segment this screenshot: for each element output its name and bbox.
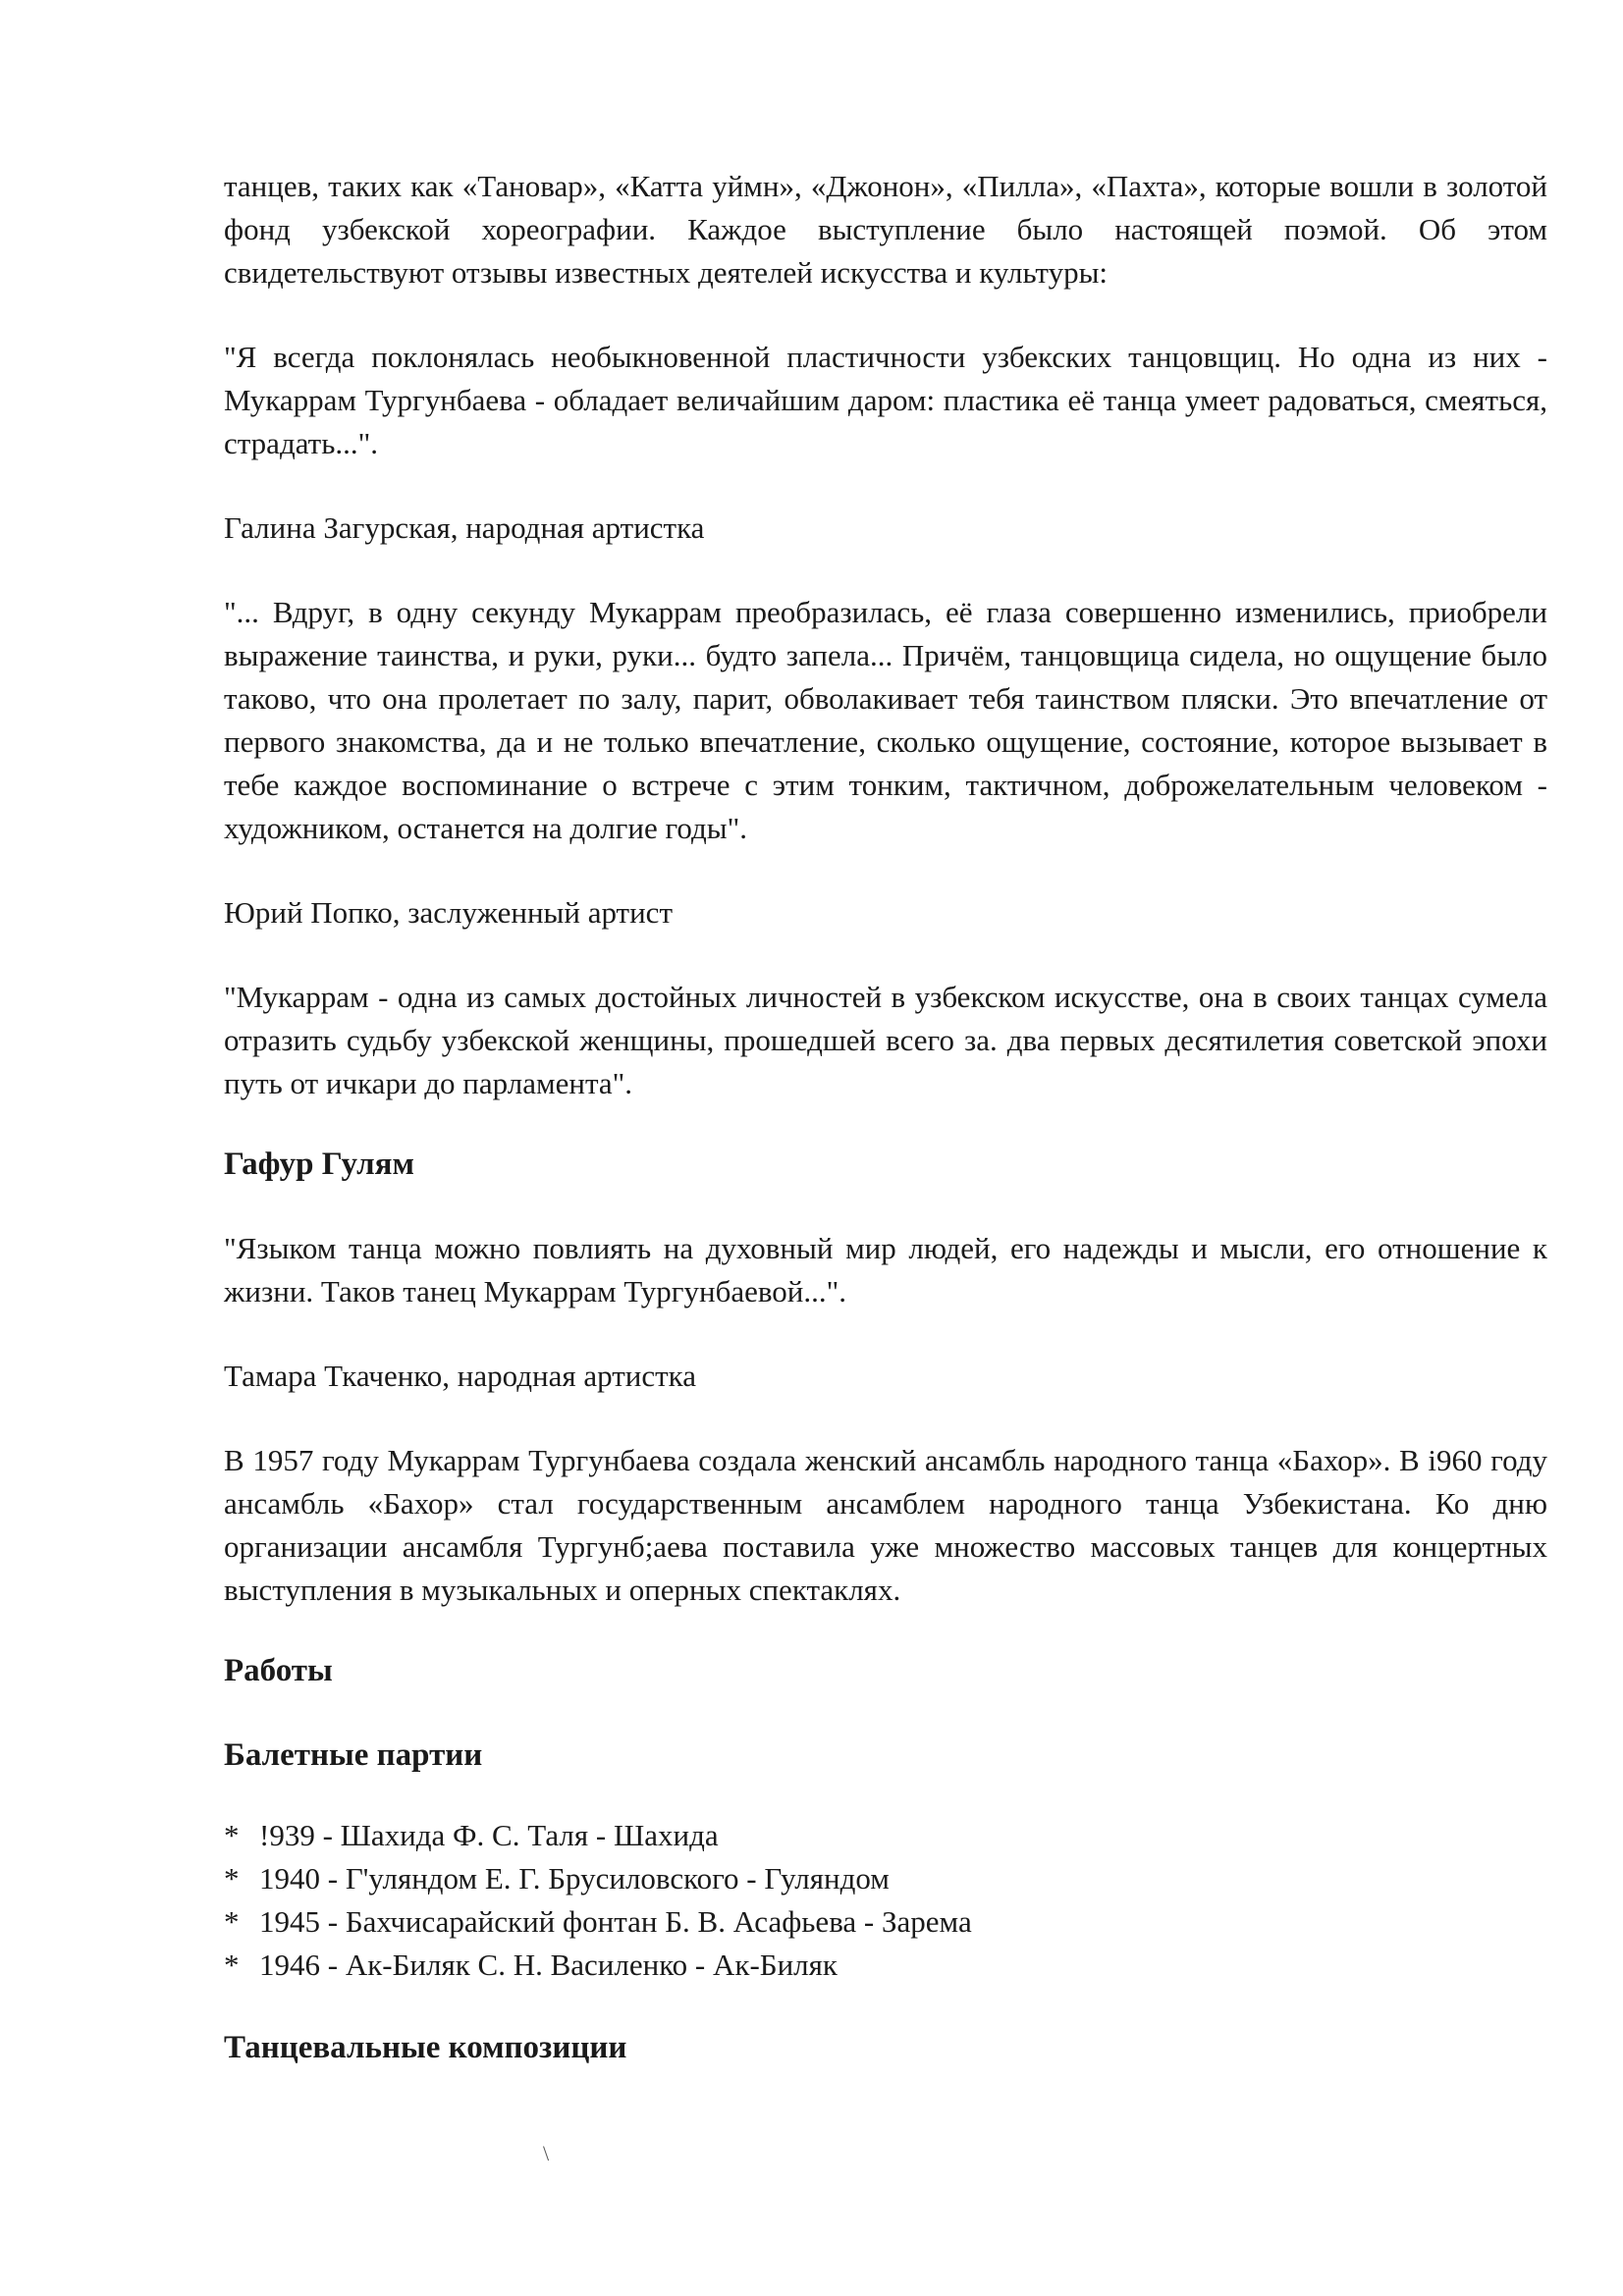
quote-gulyam: "Мукаррам - одна из самых достойных личностей в узбекском искусстве, она в своих танцах сумела отразить судьбу узбекской женщины, прошедшей всего за. два первых десятилетия советской эпохи путь от ичкари до парламента". [224,980,1547,1100]
intro-paragraph: танцев, таких как «Тановар», «Катта уймн», «Джонон», «Пилла», «Пахта», которые вошли в золотой фонд узбекской хореографии. Каждое выступление было настоящей поэмой. Об этом свидетельствуют отзывы известных деятелей искусства и культуры: [224,169,1547,290]
heading-ballet-roles: Балетные партии [224,1737,483,1773]
bullet-star: * [224,1904,240,1939]
heading-dance-compositions: Танцевальные композиции [224,2030,627,2065]
quote-tkachenko: "Языком танца можно повлиять на духовный мир людей, его надежды и мысли, его отношение к жизни. Таков танец Мукаррам Тургунбаевой...". [224,1231,1547,1308]
list-item-text: 1940 - Г'уляндом Е. Г. Брусиловского - Гуляндом [259,1861,890,1896]
quote-zagurskaya: "Я всегда поклонялась необыкновенной пластичности узбекских танцовщиц. Но одна из них - Мукаррам Тургунбаева - обладает величайшим даром: пластика её танца умеет радоваться, смеяться, страдать...". [224,340,1547,460]
list-item [224,1900,1547,1944]
ballet-roles-list [224,1814,1547,1987]
history-paragraph: В 1957 году Мукаррам Тургунбаева создала женский ансамбль народного танца «Бахор». В i960 году ансамбль «Бахор» стал государственным ансамблем народного танца Узбекистана. Ко дню организации ансамбля Тургунб;аева поставила уже множество массовых танцев для концертных выступления в музыкальных и оперных спектаклях. [224,1443,1547,1607]
stray-mark: \ [543,2141,550,2165]
list-item-text: 1945 - Бахчисарайский фонтан Б. В. Асафьева - Зарема [259,1904,972,1939]
attribution-tkachenko: Тамара Ткаченко, народная артистка [224,1359,697,1393]
heading-works: Работы [224,1653,333,1688]
bullet-star: * [224,1948,240,1982]
bullet-star: * [224,1861,240,1896]
heading-gafur-gulyam: Гафур Гулям [224,1147,414,1182]
bullet-star: * [224,1818,240,1852]
attribution-popko: Юрий Попко, заслуженный артист [224,895,673,930]
list-item [224,1857,1547,1900]
document-page [224,165,1547,2069]
list-item-text: 1946 - Ак-Биляк С. Н. Василенко - Ак-Биляк [259,1948,838,1982]
quote-popko: "... Вдруг, в одну секунду Мукаррам преобразилась, её глаза совершенно изменились, приобрели выражение таинства, и руки, руки... будто запела... Причём, танцовщица сидела, но ощущение было таково, что она пролетает по залу, парит, обволакивает тебя таинством пляски. Это впечатление от первого знакомства, да и не только впечатление, сколько ощущение, состояние, которое вызывает в тебе каждое воспоминание о встрече с этим тонким, тактичном, доброжелательным человеком - художником, останется на долгие годы". [224,595,1547,845]
list-item [224,1944,1547,1987]
attribution-zagurskaya: Галина Загурская, народная артистка [224,510,705,545]
list-item [224,1814,1547,1857]
list-item-text: !939 - Шахида Ф. С. Таля - Шахида [259,1818,719,1852]
